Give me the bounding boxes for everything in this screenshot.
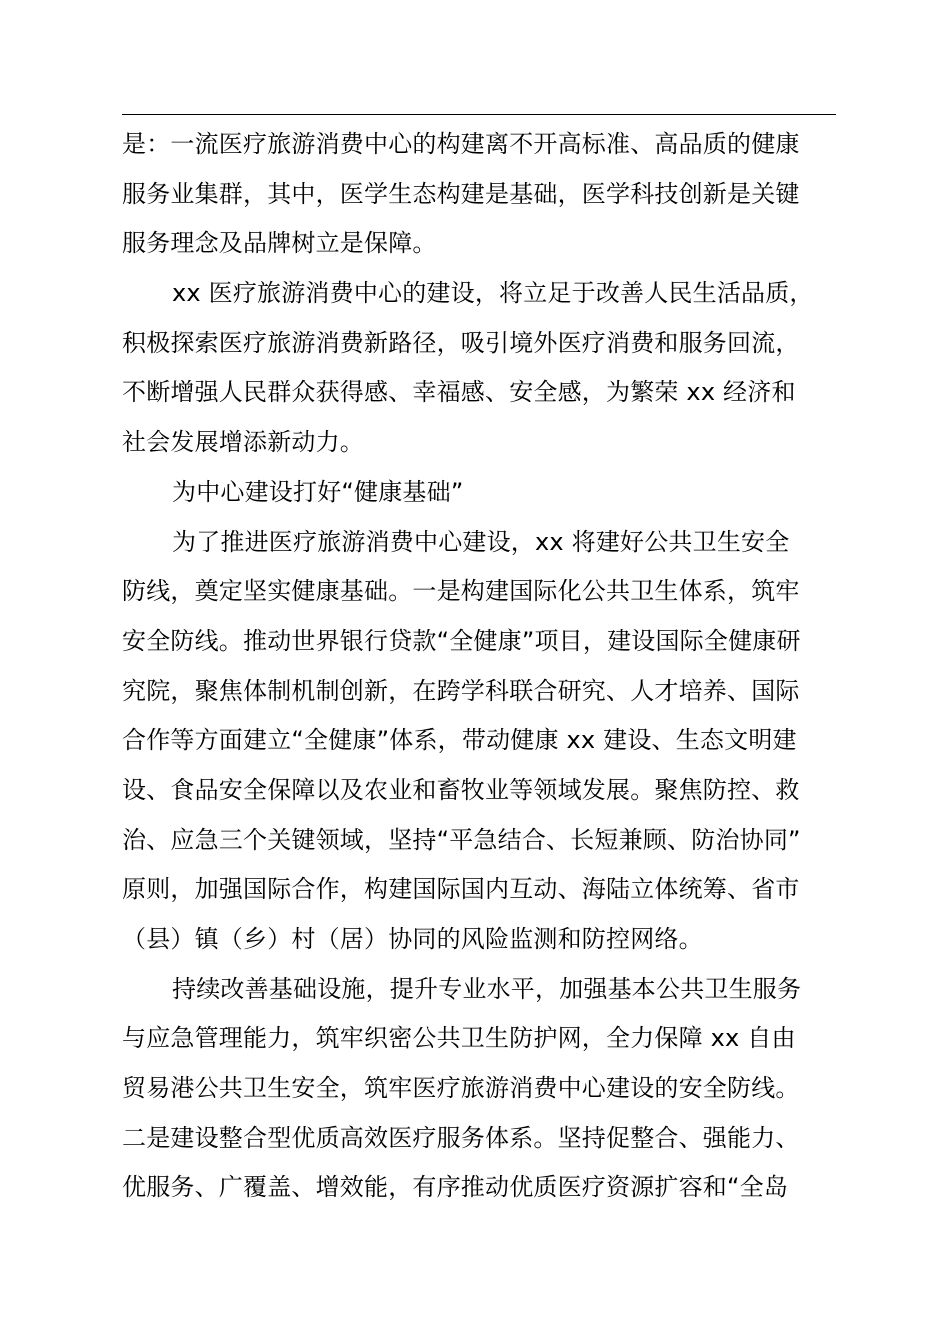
text-line: 合作等方面建立“全健康”体系，带动健康 xx 建设、生态文明建	[122, 726, 797, 755]
section-heading: 为中心建设打好“健康基础”	[172, 477, 464, 506]
text-line: 服务理念及品牌树立是保障。	[122, 229, 437, 258]
text-line: 优服务、广覆盖、增效能，有序推动优质医疗资源扩容和“全岛	[122, 1173, 789, 1202]
header-rule	[122, 114, 836, 115]
paragraph-start-line: 持续改善基础设施，提升专业水平，加强基本公共卫生服务	[172, 974, 802, 1003]
text-line: 不断增强人民群众获得感、幸福感、安全感，为繁荣 xx 经济和	[122, 378, 796, 407]
text-line: 与应急管理能力，筑牢织密公共卫生防护网，全力保障 xx 自由	[122, 1024, 796, 1053]
text-line: 贸易港公共卫生安全，筑牢医疗旅游消费中心建设的安全防线。	[122, 1074, 800, 1103]
text-line: 安全防线。推动世界银行贷款“全健康”项目，建设国际全健康研	[122, 626, 801, 655]
text-line: 治、应急三个关键领域，坚持“平急结合、长短兼顾、防治协同”	[122, 825, 801, 854]
text-line: （县）镇（乡）村（居）协同的风险监测和防控网络。	[122, 925, 703, 953]
body-text	[122, 120, 842, 1213]
text-line: 防线，奠定坚实健康基础。一是构建国际化公共卫生体系，筑牢	[122, 577, 800, 606]
text-line: 原则，加强国际合作，构建国际国内互动、海陆立体统筹、省市	[122, 875, 800, 904]
text-line: 究院，聚焦体制机制创新，在跨学科联合研究、人才培养、国际	[122, 676, 800, 705]
text-line: 服务业集群，其中，医学生态构建是基础，医学科技创新是关键	[122, 179, 800, 208]
paragraph-start-line: 为了推进医疗旅游消费中心建设，xx 将建好公共卫生安全	[172, 527, 790, 556]
text-line: 是：一流医疗旅游消费中心的构建离不开高标准、高品质的健康	[122, 130, 800, 158]
text-line: 积极探索医疗旅游消费新路径，吸引境外医疗消费和服务回流，	[122, 328, 800, 357]
paragraph-start-line: xx 医疗旅游消费中心的建设，将立足于改善人民生活品质，	[172, 279, 814, 308]
text-line: 二是建设整合型优质高效医疗服务体系。坚持促整合、强能力、	[122, 1123, 800, 1152]
text-line: 社会发展增添新动力。	[122, 428, 364, 457]
text-line: 设、食品安全保障以及农业和畜牧业等领域发展。聚焦防控、救	[122, 775, 800, 804]
